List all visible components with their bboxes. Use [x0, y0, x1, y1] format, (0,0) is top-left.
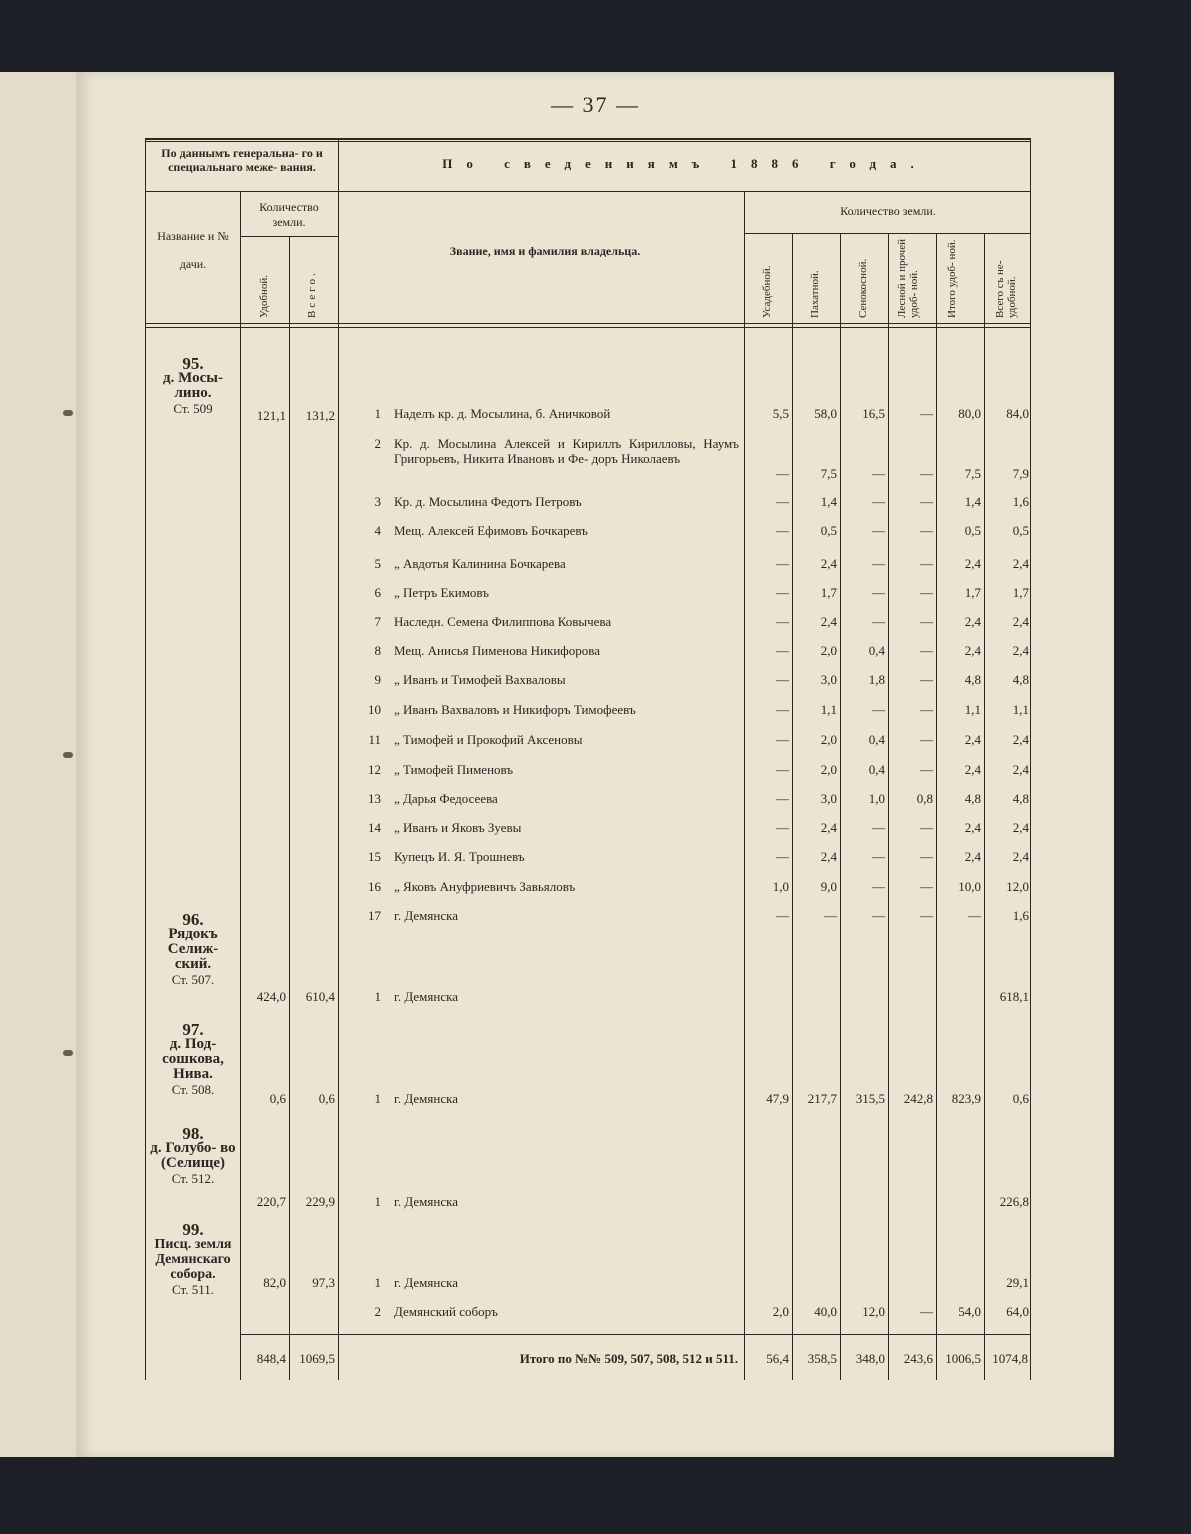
divider-left-right	[338, 138, 339, 1380]
total-value: 348,0	[855, 1351, 885, 1366]
value-cell: 0,4	[868, 762, 885, 777]
dacha-udob: 0,6	[269, 1091, 286, 1106]
header-owner-col: Звание, имя и фамилия владельца.	[449, 244, 641, 258]
owner-name: Мещ. Алексей Ефимовъ Бочкаревъ	[394, 523, 588, 538]
row-number: 7	[374, 614, 381, 629]
value-cell: —	[872, 820, 885, 835]
value-cell: 64,0	[1006, 1304, 1029, 1319]
value-cell: 1,1	[1012, 702, 1029, 717]
row-number: 17	[368, 908, 381, 923]
dacha-number: 98.	[182, 1124, 204, 1143]
total-value: 1006,5	[945, 1351, 981, 1366]
owner-name: „ Иванъ Вахваловъ и Никифоръ Тимофеевъ	[394, 702, 636, 717]
value-cell: 2,0	[772, 1304, 789, 1319]
col-rule	[792, 233, 793, 1380]
row-number: 12	[368, 762, 381, 777]
value-cell: 2,4	[964, 820, 981, 835]
value-cell: 12,0	[862, 1304, 885, 1319]
value-cell: —	[824, 908, 837, 923]
total-udob: 848,4	[256, 1351, 286, 1366]
value-cell: —	[776, 791, 789, 806]
row-number: 13	[368, 791, 381, 806]
owner-name: г. Демянска	[394, 989, 458, 1004]
header-vsego: Всего.	[306, 270, 318, 318]
value-cell: 242,8	[903, 1091, 933, 1106]
col-rule	[936, 233, 937, 1380]
value-cell: 1,6	[1012, 494, 1029, 509]
value-cell: —	[968, 908, 981, 923]
dacha-st: Ст. 512.	[171, 1171, 215, 1186]
value-cell: 47,9	[766, 1091, 789, 1106]
value-cell: —	[776, 614, 789, 629]
value-cell: —	[872, 556, 885, 571]
value-cell: 2,0	[820, 643, 837, 658]
value-cell: 2,4	[820, 556, 837, 571]
header-senokosnoi: Сенокосной.	[857, 258, 869, 318]
col-rule	[984, 233, 985, 1380]
value-cell: —	[920, 702, 933, 717]
value-cell: 0,4	[868, 732, 885, 747]
owner-name: „ Авдотья Калинина Бочкарева	[394, 556, 566, 571]
value-cell: 16,5	[862, 406, 885, 421]
dacha-name: Рядокъ Селиж- ский.	[167, 926, 219, 972]
value-cell: —	[776, 466, 789, 481]
col-rule	[744, 191, 745, 1380]
value-cell: 0,5	[1012, 523, 1029, 538]
total-value: 56,4	[766, 1351, 789, 1366]
value-cell: 2,4	[1012, 762, 1029, 777]
value-cell: 2,0	[820, 732, 837, 747]
dacha-number: 97.	[182, 1020, 204, 1039]
value-cell: 12,0	[1006, 879, 1029, 894]
row-number: 4	[374, 523, 381, 538]
dacha-block	[148, 1222, 238, 1297]
dacha-vsego: 229,9	[305, 1194, 335, 1209]
value-cell: 3,0	[820, 672, 837, 687]
value-cell: 9,0	[820, 879, 837, 894]
value-cell: —	[920, 672, 933, 687]
dacha-number: 96.	[182, 910, 204, 929]
col-rule	[240, 191, 241, 1380]
total-value: 1074,8	[992, 1351, 1028, 1366]
owner-name: „ Иванъ и Яковъ Зуевы	[394, 820, 522, 835]
row-number: 8	[374, 643, 381, 658]
value-cell: 0,5	[964, 523, 981, 538]
value-cell: 315,5	[855, 1091, 885, 1106]
dacha-name: д. Мосы- лино.	[163, 370, 223, 401]
value-cell: —	[872, 494, 885, 509]
value-cell: 58,0	[814, 406, 837, 421]
value-cell: —	[776, 702, 789, 717]
left-page-edge	[0, 72, 80, 1457]
value-cell: 2,4	[964, 643, 981, 658]
value-cell: 84,0	[1006, 406, 1029, 421]
value-cell: —	[920, 1304, 933, 1319]
table-right-rule	[1030, 138, 1031, 1380]
dacha-udob: 220,7	[256, 1194, 286, 1209]
total-vsego: 1069,5	[299, 1351, 335, 1366]
value-cell: —	[920, 556, 933, 571]
value-cell: 2,4	[964, 614, 981, 629]
header-pakhatnoi: Пахатной.	[809, 270, 821, 318]
total-value: 243,6	[903, 1351, 933, 1366]
owner-name: Купецъ И. Я. Трошневъ	[394, 849, 525, 864]
owner-name: Наследн. Семена Филиппова Ковычева	[394, 614, 612, 629]
row-number: 1	[374, 406, 381, 421]
owner-name: Демянский соборъ	[394, 1304, 498, 1319]
value-cell: 0,6	[1012, 1091, 1029, 1106]
row-number: 1	[374, 1275, 381, 1290]
header-vsego-neudob: Всего съ не- удобной.	[994, 260, 1018, 318]
value-cell: —	[920, 820, 933, 835]
header-right-title: По сведениямъ 1886 года.	[442, 156, 928, 171]
value-cell: 2,4	[1012, 643, 1029, 658]
value-cell: 2,4	[820, 820, 837, 835]
value-cell: 2,4	[1012, 614, 1029, 629]
owner-name: г. Демянска	[394, 1194, 458, 1209]
header-usadebnoi: Усадебной.	[761, 265, 773, 318]
row-number: 5	[374, 556, 381, 571]
row-number: 2	[374, 436, 381, 451]
value-cell: 1,6	[1012, 908, 1029, 923]
value-cell: 2,4	[1012, 849, 1029, 864]
value-cell: 54,0	[958, 1304, 981, 1319]
value-cell: —	[872, 849, 885, 864]
dacha-udob: 82,0	[263, 1275, 286, 1290]
rule-qty	[241, 236, 338, 237]
value-cell: —	[920, 494, 933, 509]
value-cell: —	[872, 466, 885, 481]
owner-name: г. Демянска	[394, 908, 458, 923]
table-left-rule	[145, 138, 146, 1380]
row-number: 15	[368, 849, 381, 864]
value-cell: —	[776, 643, 789, 658]
value-cell: 1,7	[964, 585, 981, 600]
value-cell: 1,0	[772, 879, 789, 894]
value-cell: 217,7	[807, 1091, 837, 1106]
value-cell: —	[776, 820, 789, 835]
dacha-st: Ст. 508.	[171, 1082, 215, 1097]
value-cell: 7,5	[820, 466, 837, 481]
row-number: 3	[374, 494, 381, 509]
value-cell: 29,1	[1006, 1275, 1029, 1290]
value-cell: —	[776, 908, 789, 923]
row-number: 10	[368, 702, 381, 717]
owner-name: „ Петръ Екимовъ	[394, 585, 489, 600]
dacha-st: Ст. 511.	[172, 1282, 214, 1297]
value-cell: —	[776, 494, 789, 509]
table-top-rule-thin	[145, 141, 1030, 142]
owner-name: „ Дарья Федосеева	[394, 791, 498, 806]
row-number: 2	[374, 1304, 381, 1319]
value-cell: 1,7	[820, 585, 837, 600]
value-cell: 5,5	[772, 406, 789, 421]
dacha-number: 99.	[182, 1220, 204, 1239]
rule-total	[240, 1334, 1030, 1335]
value-cell: 2,4	[820, 614, 837, 629]
owner-name: г. Демянска	[394, 1091, 458, 1106]
page-number: — 37 —	[551, 92, 640, 117]
dacha-udob: 424,0	[256, 989, 286, 1004]
dacha-block	[148, 1022, 238, 1097]
header-itogo: Итого удоб- ной.	[946, 239, 958, 318]
dacha-st: Ст. 507.	[171, 972, 215, 987]
value-cell: —	[776, 672, 789, 687]
row-number: 1	[374, 1194, 381, 1209]
owner-name: Кр. д. Мосылина Федотъ Петровъ	[394, 494, 582, 509]
value-cell: —	[920, 523, 933, 538]
rule-left-title	[146, 191, 338, 192]
row-number: 1	[374, 1091, 381, 1106]
value-cell: —	[776, 585, 789, 600]
value-cell: 10,0	[958, 879, 981, 894]
value-cell: —	[776, 849, 789, 864]
value-cell: 226,8	[999, 1194, 1029, 1209]
value-cell: —	[920, 762, 933, 777]
binding-stitch	[63, 752, 73, 758]
value-cell: 80,0	[958, 406, 981, 421]
value-cell: —	[776, 556, 789, 571]
value-cell: —	[920, 466, 933, 481]
value-cell: 1,4	[964, 494, 981, 509]
value-cell: 2,4	[964, 762, 981, 777]
owner-name: Наделъ кр. д. Мосылина, б. Аничковой	[394, 406, 611, 421]
dacha-vsego: 610,4	[305, 989, 335, 1004]
value-cell: —	[872, 879, 885, 894]
row-number: 16	[368, 879, 381, 894]
dacha-name: д. Под- сошкова, Нива.	[162, 1036, 224, 1082]
value-cell: —	[872, 585, 885, 600]
value-cell: —	[872, 908, 885, 923]
value-cell: —	[872, 523, 885, 538]
col-rule	[289, 236, 290, 1380]
dacha-st: Ст. 509	[173, 401, 213, 416]
dacha-block	[148, 1126, 238, 1186]
value-cell: 4,8	[1012, 672, 1029, 687]
value-cell: —	[920, 849, 933, 864]
value-cell: —	[776, 732, 789, 747]
value-cell: 4,8	[964, 672, 981, 687]
value-cell: —	[872, 614, 885, 629]
row-number: 9	[374, 672, 381, 687]
value-cell: 1,4	[820, 494, 837, 509]
value-cell: —	[920, 406, 933, 421]
value-cell: —	[920, 614, 933, 629]
value-cell: 618,1	[999, 989, 1029, 1004]
value-cell: 2,4	[964, 732, 981, 747]
col-rule	[888, 233, 889, 1380]
dacha-udob: 121,1	[256, 408, 286, 423]
dacha-vsego: 0,6	[318, 1091, 335, 1106]
header-qty-col2: Количество земли.	[840, 204, 936, 218]
value-cell: 2,4	[1012, 732, 1029, 747]
owner-name: „ Иванъ и Тимофей Вахваловы	[394, 672, 566, 687]
owner-name: „ Тимофей и Прокофий Аксеновы	[394, 732, 583, 747]
value-cell: 1,1	[820, 702, 837, 717]
value-cell: —	[920, 732, 933, 747]
value-cell: 40,0	[814, 1304, 837, 1319]
dacha-vsego: 97,3	[312, 1275, 335, 1290]
value-cell: 1,0	[868, 791, 885, 806]
value-cell: 0,4	[868, 643, 885, 658]
value-cell: 3,0	[820, 791, 837, 806]
value-cell: 7,5	[964, 466, 981, 481]
value-cell: 823,9	[951, 1091, 981, 1106]
value-cell: 2,4	[964, 556, 981, 571]
header-name-col: Название и № дачи.	[157, 229, 229, 271]
header-udobnoi: Удобной.	[258, 275, 270, 318]
header-qty-col: Количество земли.	[259, 200, 319, 229]
value-cell: —	[920, 879, 933, 894]
value-cell: —	[776, 523, 789, 538]
value-cell: 1,7	[1012, 585, 1029, 600]
header-lesnoi: Лесной и прочей удоб- ной.	[896, 239, 920, 318]
owner-name: Кр. д. Мосылина Алексей и Кириллъ Кирилловы, Наумъ Григорьевъ, Никита Ивановъ и Фе- доръ Николаевъ	[394, 436, 739, 466]
value-cell: 4,8	[1012, 791, 1029, 806]
value-cell: 1,1	[964, 702, 981, 717]
value-cell: —	[920, 908, 933, 923]
value-cell: 2,4	[1012, 820, 1029, 835]
value-cell: —	[776, 762, 789, 777]
value-cell: 7,9	[1012, 466, 1029, 481]
rule-right-title	[339, 191, 1030, 192]
rule-header-bottom-2	[145, 327, 1030, 328]
table-top-rule	[145, 138, 1030, 140]
owner-name: „ Яковъ Ануфриевичъ Завьяловъ	[394, 879, 576, 894]
dacha-block	[148, 356, 238, 416]
value-cell: —	[920, 643, 933, 658]
value-cell: 4,8	[964, 791, 981, 806]
rule-header-bottom	[145, 323, 1030, 324]
row-number: 1	[374, 989, 381, 1004]
total-label: Итого по №№ 509, 507, 508, 512 и 511.	[519, 1351, 738, 1366]
value-cell: 2,4	[964, 849, 981, 864]
dacha-number: 95.	[182, 354, 204, 373]
col-rule	[840, 233, 841, 1380]
row-number: 6	[374, 585, 381, 600]
binding-stitch	[63, 1050, 73, 1056]
dacha-name: Писц. земля Демянскаго собора.	[154, 1237, 232, 1282]
value-cell: 2,4	[1012, 556, 1029, 571]
row-number: 14	[368, 820, 381, 835]
dacha-vsego: 131,2	[305, 408, 335, 423]
value-cell: 2,4	[820, 849, 837, 864]
total-value: 358,5	[807, 1351, 837, 1366]
value-cell: 2,0	[820, 762, 837, 777]
dacha-name: д. Голубо- во (Селище)	[150, 1140, 236, 1171]
header-left-title: По даннымъ генеральна- го и специальнаго меже- вания.	[161, 146, 323, 174]
row-number: 11	[368, 732, 381, 747]
value-cell: —	[872, 702, 885, 717]
binding-stitch	[63, 410, 73, 416]
value-cell: 0,8	[916, 791, 933, 806]
owner-name: Мещ. Анисья Пименова Никифорова	[394, 643, 600, 658]
owner-name: г. Демянска	[394, 1275, 458, 1290]
value-cell: 1,8	[868, 672, 885, 687]
value-cell: —	[920, 585, 933, 600]
owner-name: „ Тимофей Пименовъ	[394, 762, 514, 777]
value-cell: 0,5	[820, 523, 837, 538]
dacha-block	[148, 912, 238, 987]
